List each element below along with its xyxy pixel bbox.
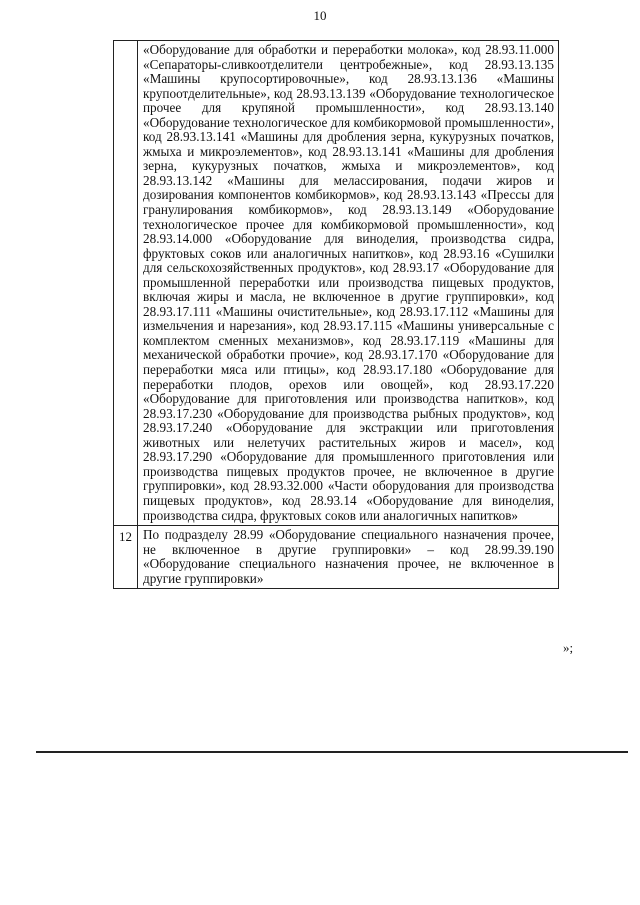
row-number-cell: 12 [114, 526, 138, 589]
document-table [113, 40, 559, 589]
row-text: «Оборудование для обработки и переработки молока», код 28.93.11.000 «Сепараторы-сливкоотделители центробежные», код 28.93.13.135 «Машины крупосортировочные», код 28.93.13.136 «Машины крупоотделительные», код 28.93.13.139 «Оборудование технологическое прочее для крупяной промышленности», код 28.93.13.140 «Оборудование технологическое для комбикормовой промышленности», код 28.93.13.141 «Машины для дробления зерна, кукурузных початков, жмыха и микроэлементов», код 28.93.13.141 «Машины для дробления зерна, кукурузных початков, жмыха и микроэлементов», код 28.93.13.142 «Машины для мелассирования, подачи жиров и дозирования компонентов комбикормов», код 28.93.13.143 «Прессы для гранулирования комбикормов», код 28.93.13.149 «Оборудование технологическое прочее для комбикормовой промышленности», код 28.93.14.000 «Оборудование для виноделия, производства сидра, фруктовых соков или аналогичных напитков», код 28.93.16 «Сушилки для сельскохозяйственных продуктов», код 28.93.17 «Оборудование для промышленной переработки или производства пищевых продуктов, включая жиры и масла, не включенное в другие группировки», код 28.93.17.111 «Машины очистительные», код 28.93.17.112 «Машины для измельчения и нарезания», код 28.93.17.115 «Машины универсальные с комплектом сменных механизмов», код 28.93.17.119 «Машины для механической обработки прочие», код 28.93.17.170 «Оборудование для переработки мяса или птицы», код 28.93.17.180 «Оборудование для переработки плодов, орехов или овощей», код 28.93.17.220 «Оборудование для приготовления или производства напитков», код 28.93.17.230 «Оборудование для производства рыбных продуктов», код 28.93.17.240 «Оборудование для экстракции или приготовления животных или нелетучих растительных жиров и масел», код 28.93.17.290 «Оборудование для промышленного приготовления или производства пищевых продуктов прочее, не включенное в другие группировки», код 28.93.32.000 «Части оборудования для производства пищевых продуктов», код 28.93.14 «Оборудование для виноделия, производства сидра, фруктовых соков или аналогичных напитков» [143, 42, 554, 523]
table-row [114, 526, 559, 589]
row-number-cell [114, 41, 138, 526]
row-text: По подразделу 28.99 «Оборудование специального назначения прочее, не включенное в другие группировки» – код 28.99.39.190 «Оборудование специального назначения прочее, не включенное в другие группировки» [143, 527, 554, 586]
closing-quote-mark: »; [563, 640, 574, 655]
table-row [114, 41, 559, 526]
row-text-cell [138, 526, 559, 589]
row-text-cell [138, 41, 559, 526]
footer-divider [36, 751, 628, 753]
page-number: 10 [313, 8, 327, 23]
